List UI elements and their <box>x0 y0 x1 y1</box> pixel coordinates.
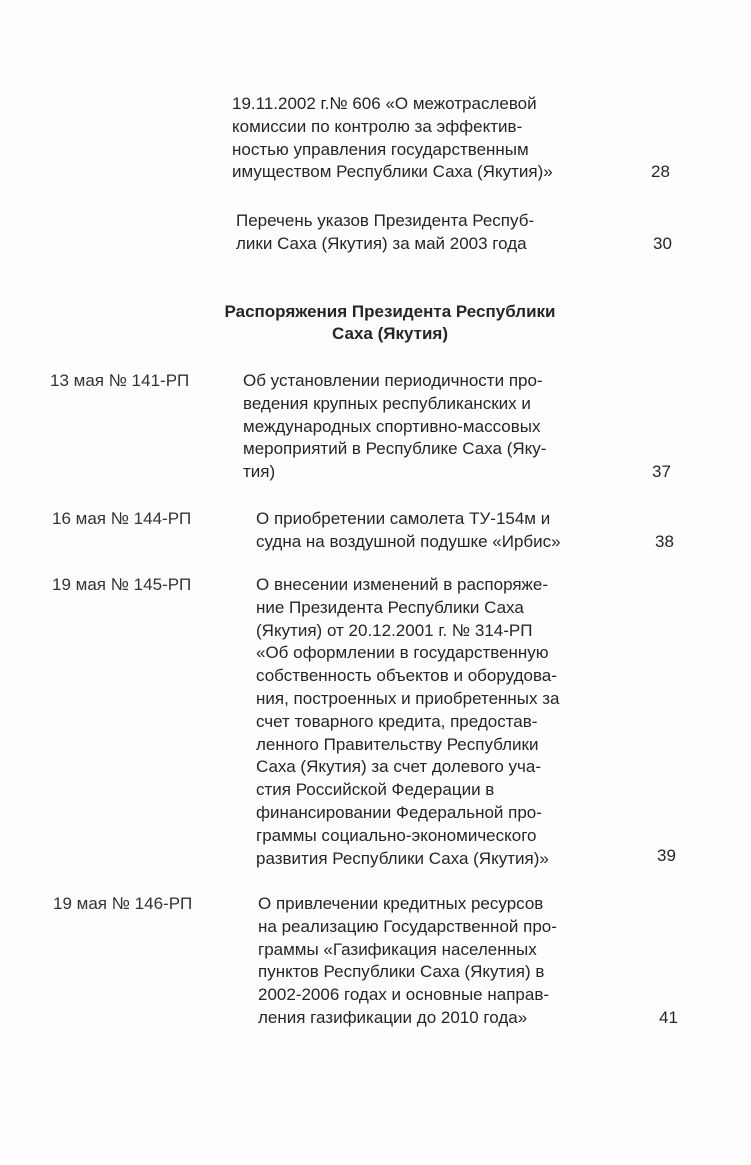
text-line: лики Саха (Якутия) за май 2003 года <box>236 233 527 253</box>
order-title <box>258 893 557 1030</box>
section-heading <box>0 301 751 345</box>
text-line: «Об оформлении в государственную <box>256 643 549 663</box>
text-line: ления газификации до 2010 года» <box>258 1007 528 1027</box>
page-number: 30 <box>653 234 672 253</box>
page-number: 37 <box>652 462 671 481</box>
order-date: 16 мая № 144-РП <box>52 509 192 528</box>
text-line: судна на воздушной подушке «Ирбис» <box>256 531 561 551</box>
text-line: международных спортивно-массовых <box>243 416 541 436</box>
text-line: мероприятий в Республике Саха (Яку- <box>243 439 547 459</box>
order-title <box>243 370 546 484</box>
order-date: 13 мая № 141-РП <box>50 371 190 390</box>
text-line: пунктов Республики Саха (Якутия) в <box>258 962 545 982</box>
heading-line: Саха (Якутия) <box>332 324 448 343</box>
text-line: О приобретении самолета ТУ-154м и <box>256 509 551 528</box>
text-line: ведения крупных республиканских и <box>243 393 531 413</box>
text-line: финансировании Федеральной про- <box>256 802 542 822</box>
text-line: собственность объектов и оборудова- <box>256 666 557 686</box>
text-line: ленного Правительству Республики <box>256 734 539 754</box>
text-line: О внесении изменений в распоряже- <box>256 575 549 594</box>
toc-entry-text <box>236 210 534 256</box>
text-line: 2002-2006 годах и основные направ- <box>258 985 550 1005</box>
text-line: 19.11.2002 г.№ 606 «О межотраслевой <box>232 94 537 113</box>
text-line: счет товарного кредита, предостав- <box>256 711 538 731</box>
text-line: на реализацию Государственной про- <box>258 916 557 936</box>
text-line: (Якутия) от 20.12.2001 г. № 314-РП <box>256 620 533 640</box>
order-title <box>256 574 560 870</box>
page-number: 39 <box>657 846 676 865</box>
text-line: граммы «Газификация населенных <box>258 939 537 959</box>
text-line: Перечень указов Президента Респуб- <box>236 211 535 230</box>
order-date: 19 мая № 146-РП <box>53 894 193 913</box>
text-line: граммы социально-экономического <box>256 825 537 845</box>
heading-line: Распоряжения Президента Республики <box>224 302 556 321</box>
text-line: развития Республики Саха (Якутия)» <box>256 848 549 868</box>
text-line: комиссии по контролю за эффектив- <box>232 116 523 136</box>
text-line: ностью управления государственным <box>232 139 529 159</box>
text-line: ния, построенных и приобретенных за <box>256 688 560 708</box>
order-title <box>256 508 561 554</box>
text-line: Об установлении периодичности про- <box>243 371 543 390</box>
text-line: тия) <box>243 462 276 482</box>
text-line: О привлечении кредитных ресурсов <box>258 894 544 913</box>
page-number: 28 <box>651 162 670 181</box>
toc-entry-text <box>232 93 553 184</box>
text-line: ние Президента Республики Саха <box>256 597 524 617</box>
page-number: 41 <box>659 1008 678 1027</box>
page-number: 38 <box>655 532 674 551</box>
text-line: имуществом Республики Саха (Якутия)» <box>232 162 553 182</box>
text-line: стия Российской Федерации в <box>256 780 495 800</box>
text-line: Саха (Якутия) за счет долевого уча- <box>256 757 542 777</box>
order-date: 19 мая № 145-РП <box>52 575 192 594</box>
